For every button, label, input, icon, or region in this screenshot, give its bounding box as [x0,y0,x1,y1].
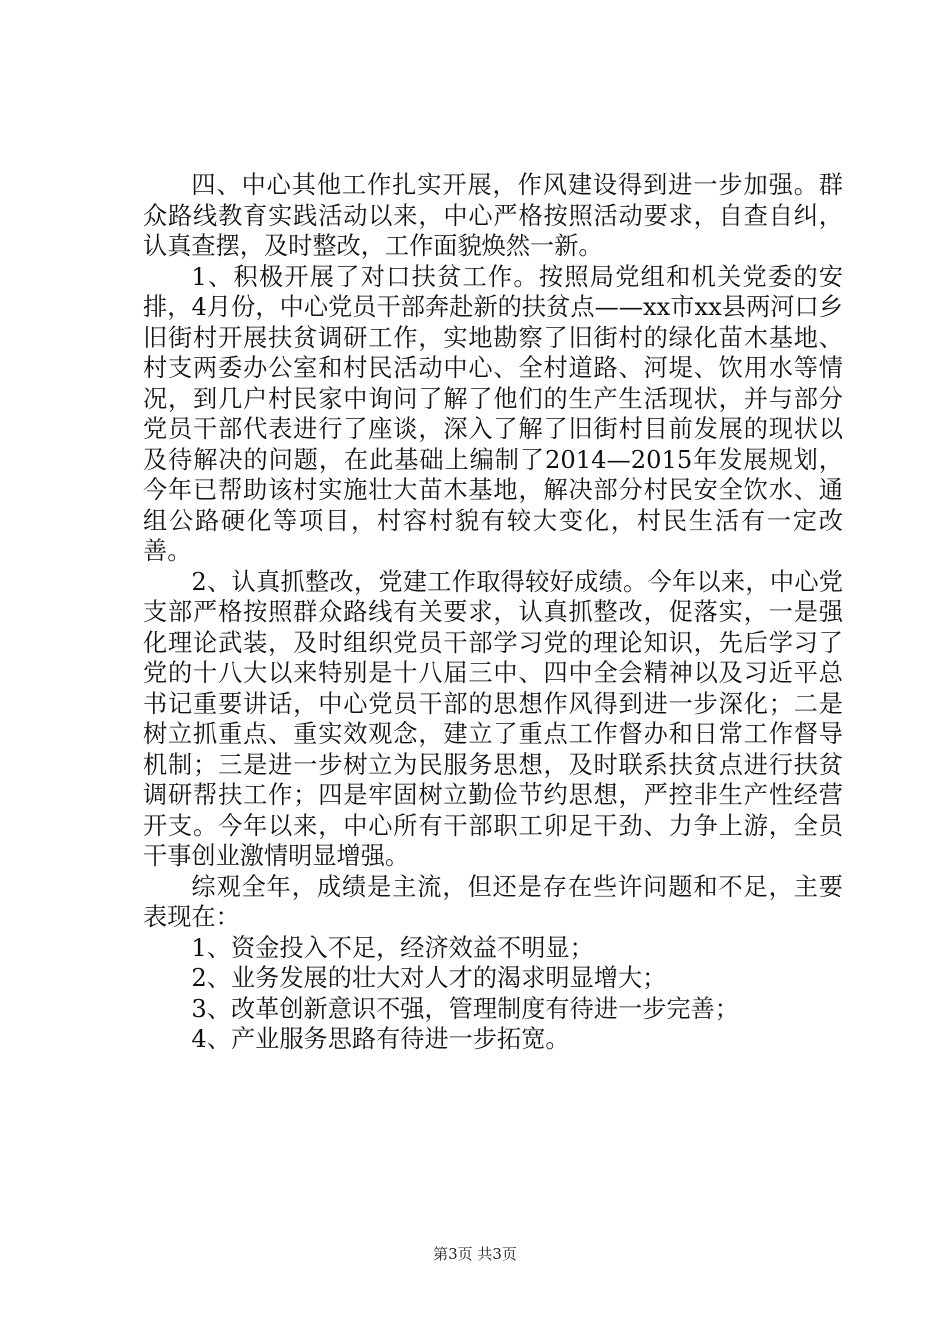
list-item-problem-3: 3、改革创新意识不强，管理制度有待进一步完善； [191,994,739,1023]
paragraph-party-building: 2、认真抓整改，党建工作取得较好成绩。今年以来，中心党支部严格按照群众路线有关要求，认真抓整改，促落实，一是强化理论武装，及时组织党员干部学习党的理论知识，先后学习了党的十八大以来特别是十八届三中、四中全会精神以及习近平总书记重要讲话，中心党员干部的思想作风得到进一步深化；二是树立抓重点、重实效观念，建立了重点工作督办和日常工作督导机制；三是进一步树立为民服务思想，及时联系扶贫点进行扶贫调研帮扶工作；四是牢固树立勤俭节约思想，严控非生产性经营开支。今年以来，中心所有干部职工卯足干劲、力争上游，全员干事创业激情明显增强。 [143,567,843,870]
document-body [143,170,843,1055]
paragraph-summary: 综观全年，成绩是主流，但还是存在些许问题和不足，主要表现在： [143,872,843,931]
paragraph-poverty-relief: 1、积极开展了对口扶贫工作。按照局党组和机关党委的安排，4月份，中心党员干部奔赴新的扶贫点——xx市xx县两河口乡旧街村开展扶贫调研工作，实地勘察了旧街村的绿化苗木基地、村支两委办公室和村民活动中心、全村道路、河堤、饮用水等情况，到几户村民家中询问了解了他们的生产生活现状，并与部分党员干部代表进行了座谈，深入了解了旧街村目前发展的现状以及待解决的问题，在此基础上编制了2014—2015年发展规划，今年已帮助该村实施壮大苗木基地，解决部分村民安全饮水、通组公路硬化等项目，村容村貌有较大变化，村民生活有一定改善。 [143,262,843,565]
page-number-footer: 第3页 共3页 [433,1245,517,1263]
list-item-problem-4: 4、产业服务思路有待进一步拓宽。 [191,1025,570,1053]
list-item-problem-2: 2、业务发展的壮大对人才的渴求明显增大； [191,964,667,992]
paragraph-section-four: 四、中心其他工作扎实开展，作风建设得到进一步加强。群众路线教育实践活动以来，中心严格按照活动要求，自查自纠，认真查摆，及时整改，工作面貌焕然一新。 [143,171,843,260]
list-item-problem-1: 1、资金投入不足，经济效益不明显； [191,933,594,962]
